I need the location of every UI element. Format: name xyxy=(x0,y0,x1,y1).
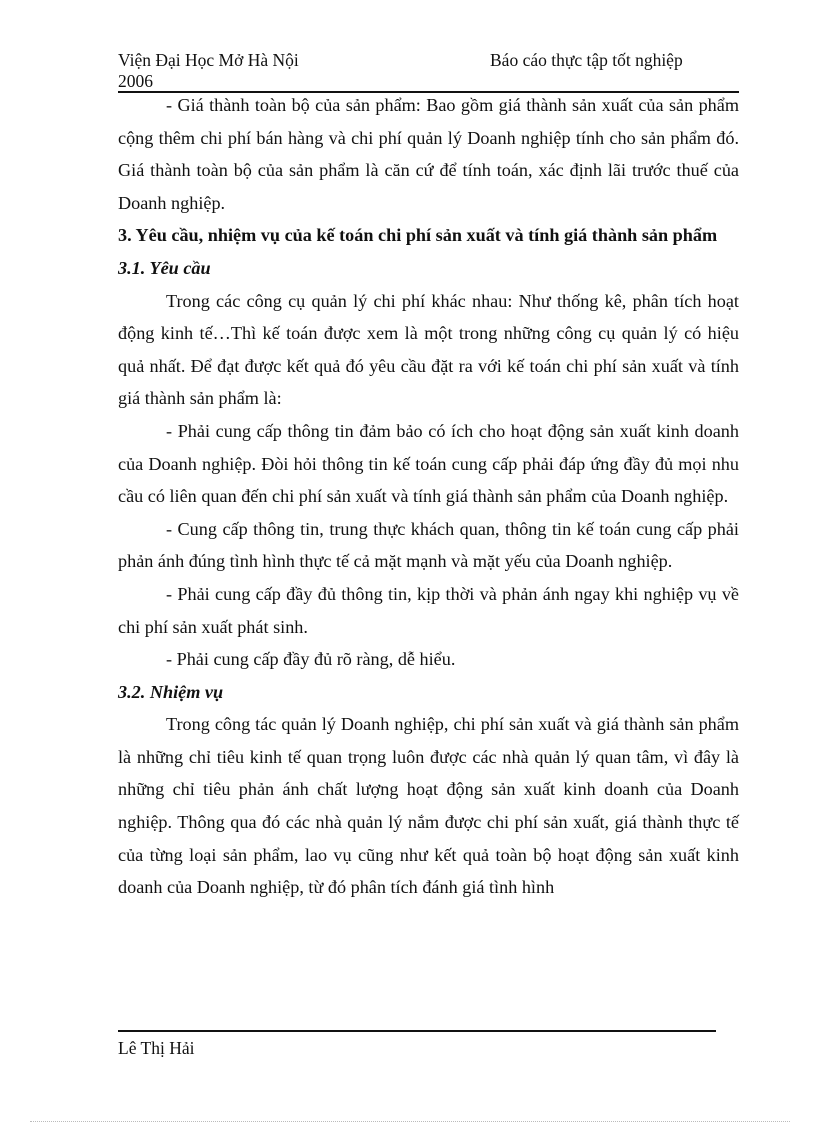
subsection-heading-3-1: 3.1. Yêu cầu xyxy=(118,257,211,278)
header-institution xyxy=(118,50,368,92)
footer-author: Lê Thị Hải xyxy=(118,1038,195,1058)
section-heading-3: 3. Yêu cầu, nhiệm vụ của kế toán chi phí sản xuất và tính giá thành sản phẩm xyxy=(118,225,718,246)
paragraph-requirement-4: - Phải cung cấp đầy đủ rõ ràng, dễ hiểu. xyxy=(166,649,456,670)
footer-divider xyxy=(118,1030,716,1032)
page-body xyxy=(118,89,739,904)
paragraph-tasks: Trong công tác quản lý Doanh nghiệp, chi phí sản xuất và giá thành sản phẩm là những chỉ tiêu kinh tế quan trọng luôn được các nhà quản lý quan tâm, vì đây là những chỉ tiêu phản ánh chất lượng hoạt động sản xuất kinh doanh của Doanh nghiệp. Thông qua đó các nhà quản lý nắm được chi phí sản xuất, giá thành thực tế của từng loại sản phẩm, lao vụ cũng như kết quả toàn bộ hoạt động sản xuất kinh doanh của Doanh nghiệp, từ đó phân tích đánh giá tình hình xyxy=(118,714,739,898)
subsection-heading-3-2: 3.2. Nhiệm vụ xyxy=(118,681,224,702)
page-bottom-border xyxy=(30,1121,790,1122)
header-report-title: Báo cáo thực tập tốt nghiệp xyxy=(490,50,683,70)
paragraph-requirements-intro: Trong các công cụ quản lý chi phí khác nhau: Như thống kê, phân tích hoạt động kinh tế…Thì kế toán được xem là một trong những công cụ quản lý có hiệu quả nhất. Để đạt được kết quả đó yêu cầu đặt ra với kế toán chi phí sản xuất và tính giá thành sản phẩm là: xyxy=(118,290,739,409)
header-year: 2006 xyxy=(118,71,153,91)
paragraph-requirement-1: - Phải cung cấp thông tin đảm bảo có ích cho hoạt động sản xuất kinh doanh của Doanh nghiệp. Đòi hỏi thông tin kế toán cung cấp phải đáp ứng đầy đủ mọi nhu cầu có liên quan đến chi phí sản xuất và tính giá thành sản phẩm của Doanh nghiệp. xyxy=(118,420,739,507)
paragraph-total-cost: - Giá thành toàn bộ của sản phẩm: Bao gồm giá thành sản xuất của sản phẩm cộng thêm chi phí bán hàng và chi phí quản lý Doanh nghiệp tính cho sản phẩm đó. Giá thành toàn bộ của sản phẩm là căn cứ để tính toán, xác định lãi trước thuế của Doanh nghiệp. xyxy=(118,95,739,213)
header-institution-name: Viện Đại Học Mở Hà Nội xyxy=(118,50,299,70)
paragraph-requirement-2: - Cung cấp thông tin, trung thực khách quan, thông tin kế toán cung cấp phải phản ánh đúng tình hình thực tế cả mặt mạnh và mặt yếu của Doanh nghiệp. xyxy=(118,518,739,572)
paragraph-requirement-3: - Phải cung cấp đầy đủ thông tin, kịp thời và phản ánh ngay khi nghiệp vụ về chi phí sản xuất phát sinh. xyxy=(118,583,739,637)
